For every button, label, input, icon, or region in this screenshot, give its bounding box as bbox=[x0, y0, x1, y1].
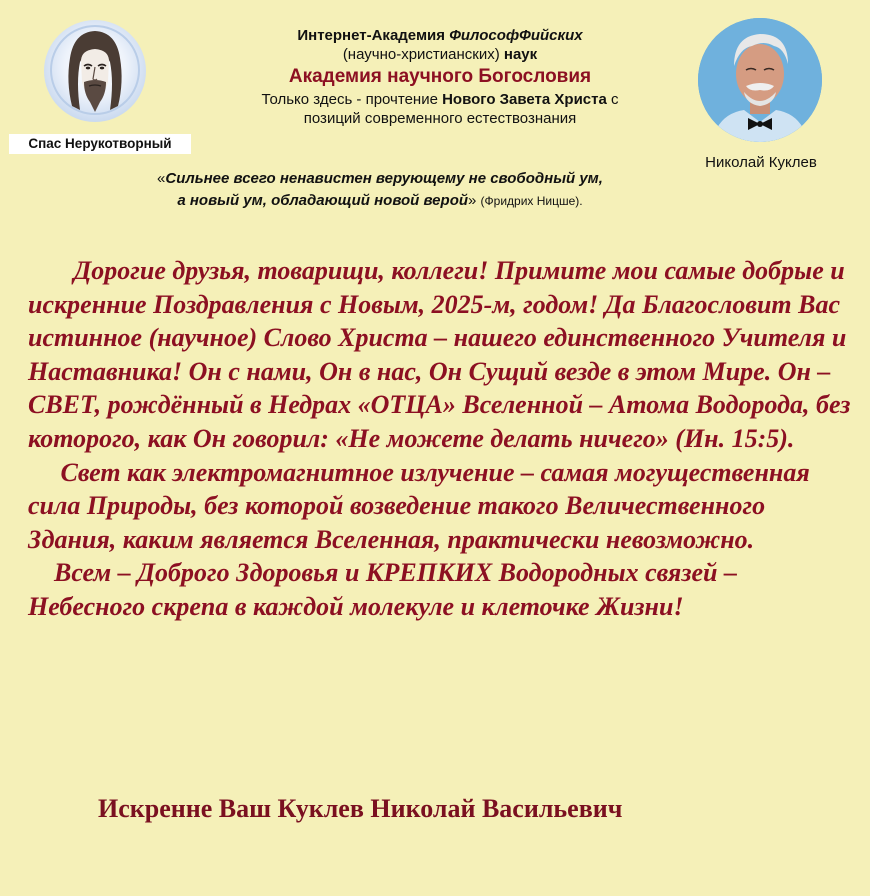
header bbox=[0, 0, 870, 230]
academy-title: Академия научного Богословия bbox=[288, 66, 592, 87]
header-line-1-text: Интернет-Академия bbox=[297, 27, 450, 44]
header-text bbox=[200, 26, 680, 128]
icon-image bbox=[44, 20, 146, 122]
author-caption: Николай Куклев bbox=[705, 154, 817, 171]
header-line-4 bbox=[200, 90, 680, 109]
signature: Искренне Ваш Куклев Николай Васильевич bbox=[98, 794, 623, 823]
paragraph-light: Свет как электромагнитное излучение – самая могущественная сила Природы, без которой возведение такого Величественного Здания, каким является Вселенная, практически невозможно. bbox=[28, 457, 810, 554]
header-line-5: позиций современного естествознания bbox=[303, 110, 577, 127]
nietzsche-quote bbox=[70, 168, 690, 212]
header-line-4-end: с bbox=[606, 91, 619, 108]
header-line-1 bbox=[200, 26, 680, 45]
paragraph-wishes: Всем – Доброго Здоровья и КРЕПКИХ Водородных связей – Небесного скрепа в каждой молекуле и клеточке Жизни! bbox=[28, 558, 737, 621]
header-line-2 bbox=[200, 45, 680, 64]
header-line-4-text: Только здесь - прочтение bbox=[261, 91, 443, 108]
icon-face-icon bbox=[44, 20, 146, 122]
quote-text-1: Сильнее всего ненавистен верующему не свободный ум, bbox=[165, 170, 603, 187]
icon-caption: Спас Нерукотворный bbox=[9, 134, 191, 154]
header-line-4-bold: Нового Завета Христа bbox=[442, 91, 607, 108]
quote-open-mark: « bbox=[157, 170, 166, 187]
quote-close-mark: » bbox=[468, 192, 481, 209]
quote-text-2: а новый ум, обладающий новой верой bbox=[177, 192, 469, 209]
quote-line-1 bbox=[70, 168, 690, 190]
quote-source: (Фридрих Ницше). bbox=[480, 194, 583, 208]
paragraph-greeting: Дорогие друзья, товарищи, коллеги! Примите мои самые добрые и искренние Поздравления с Новым, 2025-м, годом! Да Благословит Вас истинное (научное) Слово Христа – нашего единственного Учителя и Наставника! Он с нами, Он в нас, Он Сущий везде в этом Мире. Он – СВЕТ, рождённый в Недрах «ОТЦА» Вселенной – Атома Водорода, без которого, как Он говорил: «Не можете делать ничего» (Ин. 15:5). bbox=[28, 256, 851, 453]
greeting-body bbox=[28, 254, 858, 624]
header-line-1-emphasis: ФилософФийских bbox=[449, 27, 583, 44]
author-portrait-icon bbox=[698, 18, 822, 142]
author-photo bbox=[698, 18, 822, 142]
header-line-2-text: (научно-христианских) bbox=[342, 46, 504, 63]
quote-line-2 bbox=[70, 190, 690, 212]
header-line-2-bold: наук bbox=[503, 46, 538, 63]
